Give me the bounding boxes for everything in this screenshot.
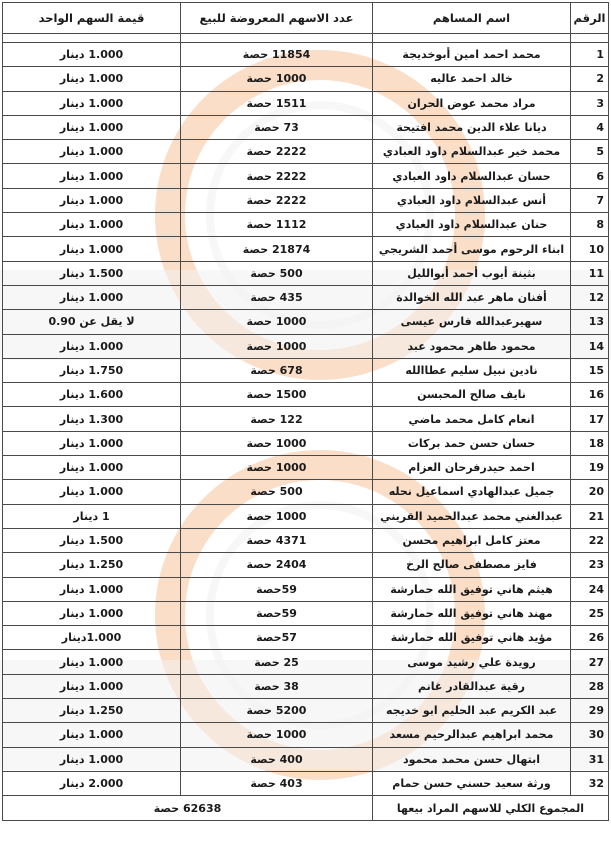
share-price: 1.000 دينار xyxy=(3,115,181,139)
share-price: 1.000 دينار xyxy=(3,164,181,188)
shareholder-name: ورثة سعيد حسني حسن حمام xyxy=(373,771,571,795)
offered-shares: 1112 حصة xyxy=(181,213,373,237)
row-number: 24 xyxy=(571,577,609,601)
offered-shares: 2222 حصة xyxy=(181,164,373,188)
share-price: 1.000 دينار xyxy=(3,650,181,674)
share-price: 1.750 دينار xyxy=(3,358,181,382)
share-price: 1.300 دينار xyxy=(3,407,181,431)
offered-shares: 400 حصة xyxy=(181,747,373,771)
share-price: 1.000 دينار xyxy=(3,43,181,67)
share-price: 1.500 دينار xyxy=(3,528,181,552)
table-row xyxy=(3,504,609,528)
share-price: 1.000دينار xyxy=(3,626,181,650)
shareholder-name: حنان عبدالسلام داود العبادي xyxy=(373,213,571,237)
share-price: 1.000 دينار xyxy=(3,91,181,115)
offered-shares: 1511 حصة xyxy=(181,91,373,115)
share-price: 1.000 دينار xyxy=(3,723,181,747)
total-row xyxy=(3,796,609,821)
offered-shares: 57حصة xyxy=(181,626,373,650)
share-price: 1.000 دينار xyxy=(3,334,181,358)
total-value: 62638 حصة xyxy=(3,796,373,821)
table-row xyxy=(3,747,609,771)
row-number: 29 xyxy=(571,699,609,723)
share-price: 1.000 دينار xyxy=(3,480,181,504)
row-number: 7 xyxy=(571,188,609,212)
table-row xyxy=(3,699,609,723)
offered-shares: 1000 حصة xyxy=(181,334,373,358)
shareholder-name: ديانا علاء الدين محمد افتيحة xyxy=(373,115,571,139)
shareholder-name: معتز كامل ابراهيم محسن xyxy=(373,528,571,552)
share-price: 1.500 دينار xyxy=(3,261,181,285)
shareholder-name: نايف صالح المحبسن xyxy=(373,383,571,407)
share-price: 1.000 دينار xyxy=(3,237,181,261)
header-price: قيمة السهم الواحد xyxy=(3,3,181,34)
table-row xyxy=(3,528,609,552)
table-row xyxy=(3,261,609,285)
offered-shares: 2222 حصة xyxy=(181,188,373,212)
share-price: لا يقل عن 0.90 xyxy=(3,310,181,334)
share-price: 1.000 دينار xyxy=(3,747,181,771)
table-row xyxy=(3,650,609,674)
shareholder-name: محمد خير عبدالسلام داود العبادي xyxy=(373,140,571,164)
table-row xyxy=(3,480,609,504)
header-number: الرقم xyxy=(571,3,609,34)
offered-shares: 21874 حصة xyxy=(181,237,373,261)
table-row xyxy=(3,213,609,237)
table-row xyxy=(3,115,609,139)
row-number: 11 xyxy=(571,261,609,285)
shareholder-name: انعام كامل محمد ماضي xyxy=(373,407,571,431)
share-price: 2.000 دينار xyxy=(3,771,181,795)
share-price: 1.000 دينار xyxy=(3,285,181,309)
row-number: 12 xyxy=(571,285,609,309)
empty-row xyxy=(3,34,609,43)
offered-shares: 1000 حصة xyxy=(181,67,373,91)
row-number: 16 xyxy=(571,383,609,407)
table-row xyxy=(3,237,609,261)
share-price: 1.000 دينار xyxy=(3,431,181,455)
offered-shares: 11854 حصة xyxy=(181,43,373,67)
table-row xyxy=(3,723,609,747)
shareholder-name: هيثم هاني توفيق الله حمارشة xyxy=(373,577,571,601)
table-row xyxy=(3,188,609,212)
row-number: 8 xyxy=(571,213,609,237)
offered-shares: 1000 حصة xyxy=(181,723,373,747)
shareholder-name: مراد محمد عوض الحران xyxy=(373,91,571,115)
row-number: 10 xyxy=(571,237,609,261)
row-number: 14 xyxy=(571,334,609,358)
row-number: 15 xyxy=(571,358,609,382)
offered-shares: 1000 حصة xyxy=(181,456,373,480)
share-price: 1.000 دينار xyxy=(3,456,181,480)
row-number: 32 xyxy=(571,771,609,795)
table-row xyxy=(3,553,609,577)
table-row xyxy=(3,140,609,164)
offered-shares: 122 حصة xyxy=(181,407,373,431)
table-row xyxy=(3,431,609,455)
header-name: اسم المساهم xyxy=(373,3,571,34)
shareholder-name: حسان حسن حمد بركات xyxy=(373,431,571,455)
table-row xyxy=(3,285,609,309)
share-price: 1.000 دينار xyxy=(3,674,181,698)
share-price: 1.250 دينار xyxy=(3,553,181,577)
total-label: المجموع الكلي للاسهم المراد بيعها xyxy=(373,796,609,821)
offered-shares: 500 حصة xyxy=(181,261,373,285)
table-row xyxy=(3,383,609,407)
offered-shares: 500 حصة xyxy=(181,480,373,504)
table-row xyxy=(3,456,609,480)
row-number: 22 xyxy=(571,528,609,552)
offered-shares: 2404 حصة xyxy=(181,553,373,577)
row-number: 1 xyxy=(571,43,609,67)
offered-shares: 1500 حصة xyxy=(181,383,373,407)
shareholder-name: أنس عبدالسلام داود العبادي xyxy=(373,188,571,212)
offered-shares: 25 حصة xyxy=(181,650,373,674)
row-number: 31 xyxy=(571,747,609,771)
shareholder-name: أفنان ماهر عبد الله الخوالدة xyxy=(373,285,571,309)
share-price: 1.000 دينار xyxy=(3,601,181,625)
table-row xyxy=(3,358,609,382)
table-row xyxy=(3,43,609,67)
shareholder-name: بثينة أيوب أحمد أبوالليل xyxy=(373,261,571,285)
shareholder-name: ابناء الرحوم موسى أحمد الشريجي xyxy=(373,237,571,261)
header-shares: عدد الاسهم المعروضة للبيع xyxy=(181,3,373,34)
shareholder-name: رويدة علي رشيد موسى xyxy=(373,650,571,674)
table-row xyxy=(3,67,609,91)
table-row xyxy=(3,577,609,601)
shareholder-name: عبد الكريم عبد الحليم ابو خديجه xyxy=(373,699,571,723)
table-row xyxy=(3,334,609,358)
table-row xyxy=(3,310,609,334)
shareholder-name: عبدالغني محمد عبدالحميد القريني xyxy=(373,504,571,528)
row-number: 19 xyxy=(571,456,609,480)
share-price: 1.250 دينار xyxy=(3,699,181,723)
shareholder-name: مهند هاني توفيق الله حمارشة xyxy=(373,601,571,625)
shareholder-name: خالد احمد عاليه xyxy=(373,67,571,91)
table-row xyxy=(3,407,609,431)
row-number: 17 xyxy=(571,407,609,431)
shareholder-name: حسان عبدالسلام داود العبادي xyxy=(373,164,571,188)
row-number: 25 xyxy=(571,601,609,625)
shareholder-name: احمد حيدرفرحان العزام xyxy=(373,456,571,480)
share-price: 1.000 دينار xyxy=(3,213,181,237)
offered-shares: 403 حصة xyxy=(181,771,373,795)
offered-shares: 59حصة xyxy=(181,601,373,625)
table-row xyxy=(3,626,609,650)
table-header-row xyxy=(3,3,609,34)
shareholder-name: سهيرعبدالله فارس عيسى xyxy=(373,310,571,334)
offered-shares: 5200 حصة xyxy=(181,699,373,723)
shareholder-name: محمد احمد امين أبوخديجة xyxy=(373,43,571,67)
row-number: 20 xyxy=(571,480,609,504)
row-number: 4 xyxy=(571,115,609,139)
row-number: 26 xyxy=(571,626,609,650)
table-row xyxy=(3,164,609,188)
shareholder-name: مؤيد هاني توفيق الله حمارشة xyxy=(373,626,571,650)
share-price: 1.000 دينار xyxy=(3,188,181,212)
shareholder-name: نادين نبيل سليم عطاالله xyxy=(373,358,571,382)
share-price: 1.000 دينار xyxy=(3,577,181,601)
offered-shares: 2222 حصة xyxy=(181,140,373,164)
share-price: 1.600 دينار xyxy=(3,383,181,407)
table-row xyxy=(3,674,609,698)
shareholder-name: جميل عبدالهادي اسماعيل نحله xyxy=(373,480,571,504)
row-number: 30 xyxy=(571,723,609,747)
row-number: 13 xyxy=(571,310,609,334)
offered-shares: 435 حصة xyxy=(181,285,373,309)
row-number: 27 xyxy=(571,650,609,674)
offered-shares: 4371 حصة xyxy=(181,528,373,552)
row-number: 3 xyxy=(571,91,609,115)
row-number: 2 xyxy=(571,67,609,91)
offered-shares: 1000 حصة xyxy=(181,310,373,334)
shareholder-name: فايز مصطفى صالح الرخ xyxy=(373,553,571,577)
row-number: 28 xyxy=(571,674,609,698)
table-row xyxy=(3,601,609,625)
row-number: 18 xyxy=(571,431,609,455)
row-number: 21 xyxy=(571,504,609,528)
table-row xyxy=(3,91,609,115)
offered-shares: 73 حصة xyxy=(181,115,373,139)
share-price: 1.000 دينار xyxy=(3,67,181,91)
table-row xyxy=(3,771,609,795)
shareholder-name: محمود طاهر محمود عبد xyxy=(373,334,571,358)
shareholder-name: محمد ابراهيم عبدالرحيم مسعد xyxy=(373,723,571,747)
offered-shares: 59حصة xyxy=(181,577,373,601)
offered-shares: 38 حصة xyxy=(181,674,373,698)
offered-shares: 678 حصة xyxy=(181,358,373,382)
offered-shares: 1000 حصة xyxy=(181,431,373,455)
shareholder-name: ابتهال حسن محمد محمود xyxy=(373,747,571,771)
row-number: 23 xyxy=(571,553,609,577)
share-price: 1 دينار xyxy=(3,504,181,528)
offered-shares: 1000 حصة xyxy=(181,504,373,528)
shareholder-name: رقية عبدالقادر غانم xyxy=(373,674,571,698)
share-price: 1.000 دينار xyxy=(3,140,181,164)
shareholders-table xyxy=(2,2,609,821)
row-number: 6 xyxy=(571,164,609,188)
row-number: 5 xyxy=(571,140,609,164)
